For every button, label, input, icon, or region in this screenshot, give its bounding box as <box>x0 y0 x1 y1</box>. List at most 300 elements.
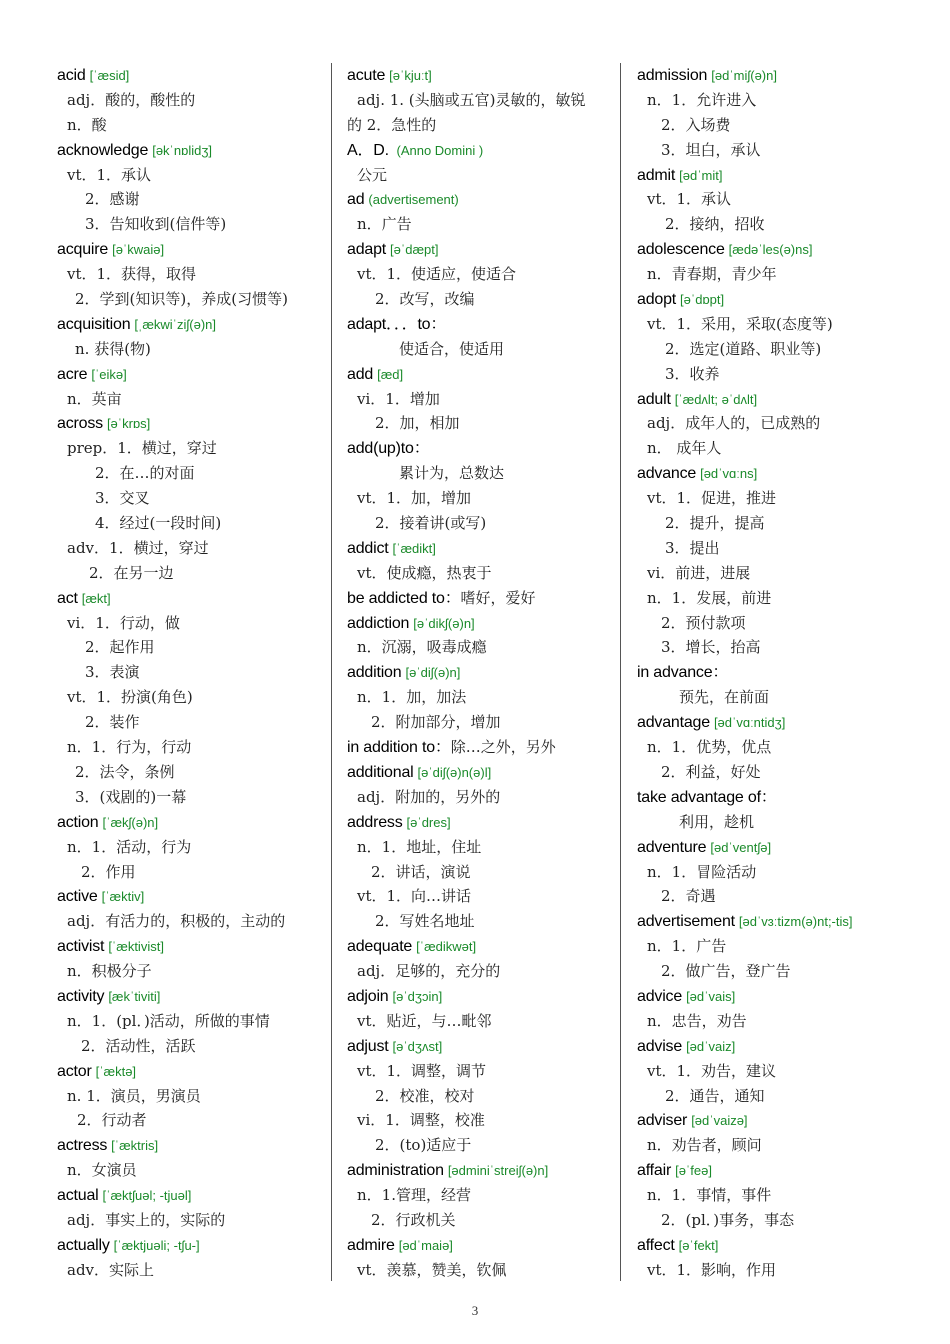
headword: acid <box>57 67 86 84</box>
definition-line <box>57 710 327 735</box>
entry-headword-line <box>347 735 615 760</box>
headword: addict <box>347 539 389 557</box>
headword: acquire <box>57 241 109 259</box>
definition-line <box>637 212 937 237</box>
headword: addition <box>347 664 402 682</box>
definition-text: vt．1．承认 <box>647 190 732 209</box>
entry-headword-line <box>347 536 615 561</box>
definition-line <box>347 461 615 486</box>
definition-line <box>347 1084 615 1109</box>
definition-text: n．1．事情，事件 <box>647 1186 772 1205</box>
definition-text: 使适合，使适用 <box>399 339 505 358</box>
definition-line <box>637 561 937 586</box>
column-2 <box>347 63 615 1283</box>
definition-text: 3．表演 <box>85 663 140 682</box>
definition-text: vt．1．获得，取得 <box>67 265 197 284</box>
definition-line <box>347 387 615 412</box>
definition-line <box>57 113 327 138</box>
definition-text: vi．前进，进展 <box>647 563 751 582</box>
definition-line <box>57 735 327 760</box>
definition-line <box>347 113 615 138</box>
definition-text: vt．1．促进，推进 <box>647 489 777 508</box>
entry-headword-line <box>347 1034 615 1059</box>
headword: in advance： <box>637 664 729 682</box>
definition-text: n．1．加，加法 <box>357 688 467 707</box>
definition-text: 2．作用 <box>81 862 136 881</box>
definition-line <box>347 1183 615 1208</box>
definition-line <box>637 88 937 113</box>
phonetic: [əˈdiʃ(ə)n(ə)l] <box>417 764 492 780</box>
headword: adapt．．．to： <box>347 315 447 333</box>
entry-headword-line <box>347 586 615 611</box>
phonetic: [əˈkrɒs] <box>106 416 151 432</box>
headword: adviser <box>637 1112 688 1130</box>
definition-text: 2．写姓名地址 <box>375 912 475 931</box>
definition-line <box>57 88 327 113</box>
phonetic: [əˈkjuːt] <box>389 68 432 83</box>
definition-text: vi．1．增加 <box>357 389 440 408</box>
headword: actually <box>57 1236 110 1254</box>
phonetic: [ˈædikt] <box>392 540 436 556</box>
definition-text: adj．成年人的，已成熟的 <box>647 414 821 433</box>
entry-headword-line <box>57 934 327 959</box>
phonetic: [ˈæktʃuəl; -tjuəl] <box>102 1188 192 1204</box>
definition-line <box>57 187 327 212</box>
headword: actual <box>57 1187 99 1205</box>
definition-text: vt．使成瘾，热衷于 <box>357 563 492 582</box>
definition-text: 2．感谢 <box>85 190 140 209</box>
definition-line <box>637 436 937 461</box>
definition-text: 3．交叉 <box>95 489 150 508</box>
phonetic: (Anno Domini ) <box>392 142 484 158</box>
phonetic: [ədˈmit] <box>679 167 723 183</box>
headword: adequate <box>347 938 413 956</box>
definition-line <box>347 860 615 885</box>
definition-text: 3．告知收到(信件等) <box>85 215 227 234</box>
headword: be addicted to： <box>347 589 461 607</box>
phonetic: [ˈædikwət] <box>416 939 477 955</box>
column-divider-2 <box>620 63 621 1281</box>
definition-text: vt．1．承认 <box>67 165 152 184</box>
headword: admit <box>637 166 676 184</box>
definition-text: 2．接着讲(或写) <box>375 514 487 533</box>
entry-headword-line <box>637 660 937 685</box>
definition-line <box>57 1084 327 1109</box>
definition-text: 2．讲话，演说 <box>371 862 471 881</box>
definition-text: n. 获得(物) <box>75 339 151 358</box>
definition-line <box>637 1084 937 1109</box>
headword: advertisement <box>637 913 735 931</box>
definition-text: vt．1．扮演(角色) <box>67 688 193 707</box>
definition-line <box>637 1059 937 1084</box>
definition-line <box>57 163 327 188</box>
entry-headword-line <box>637 835 937 860</box>
headword: activist <box>57 938 105 956</box>
entry-headword-line <box>347 934 615 959</box>
definition-text: vt．1．采用，采取(态度等) <box>647 314 833 333</box>
definition-text: adj．事实上的，实际的 <box>67 1210 226 1229</box>
definition-line <box>637 884 937 909</box>
definition-line <box>637 934 937 959</box>
phonetic: [ədˈvaizə] <box>691 1113 748 1129</box>
definition-line <box>57 785 327 810</box>
entry-headword-line <box>637 63 937 88</box>
definition-line <box>347 835 615 860</box>
definition-line <box>347 635 615 660</box>
entry-headword-line <box>637 1108 937 1133</box>
definition-line <box>347 1059 615 1084</box>
definition-text: n．英亩 <box>67 389 122 408</box>
definition-line <box>347 1009 615 1034</box>
definition-line <box>637 810 937 835</box>
definition-line <box>57 611 327 636</box>
definition-text: n．1．冒险活动 <box>647 862 757 881</box>
definition-text: 预先，在前面 <box>679 688 770 707</box>
phonetic: [æd] <box>377 366 404 382</box>
phonetic: [əkˈnɒlidʒ] <box>152 142 213 158</box>
phonetic: [ˈæktə] <box>95 1063 137 1079</box>
definition-line <box>637 735 937 760</box>
definition-text: n．劝告者，顾问 <box>647 1136 762 1155</box>
definition-line <box>57 212 327 237</box>
entry-headword-line <box>347 63 615 88</box>
entry-headword-line <box>57 1183 327 1208</box>
definition-text: adj．有活力的，积极的，主动的 <box>67 912 286 931</box>
entry-headword-line <box>347 436 615 461</box>
definition-text: n．酸 <box>67 115 107 134</box>
headword: affect <box>637 1236 675 1254</box>
headword: advise <box>637 1037 683 1055</box>
entry-headword-line <box>637 1233 937 1258</box>
definition-line <box>347 1133 615 1158</box>
definition-line <box>57 660 327 685</box>
definition-text: 2．加，相加 <box>375 414 460 433</box>
headword: act <box>57 589 78 607</box>
definition-text: 2．行动者 <box>77 1111 147 1130</box>
definition-text: 2．接纳，招收 <box>665 215 765 234</box>
phonetic: [ədˈvaiz] <box>686 1038 736 1054</box>
headword: actress <box>57 1137 108 1155</box>
definition-text: n．沉溺，吸毒成瘾 <box>357 638 487 657</box>
definition-text: adj. 1. (头脑或五官)灵敏的，敏锐 <box>357 90 586 109</box>
definition-line <box>637 860 937 885</box>
entry-headword-line <box>637 387 937 412</box>
definition-line <box>637 312 937 337</box>
definition-line <box>57 1108 327 1133</box>
definition-line <box>57 959 327 984</box>
entry-headword-line <box>347 1233 615 1258</box>
definition-text: vt．贴近，与…毗邻 <box>357 1011 492 1030</box>
definition-line <box>57 536 327 561</box>
definition-text: vi．1．行动，做 <box>67 613 180 632</box>
entry-headword-line <box>57 1133 327 1158</box>
entry-headword-line <box>57 884 327 909</box>
definition-text: 2．奇遇 <box>661 887 716 906</box>
definition-line <box>57 1208 327 1233</box>
definition-inline: 除…之外，另外 <box>450 738 556 757</box>
definition-text: 2．活动性，活跃 <box>81 1036 196 1055</box>
headword: adult <box>637 390 671 408</box>
definition-text: n．忠告，劝告 <box>647 1011 747 1030</box>
headword: admire <box>347 1236 395 1254</box>
definition-text: 2．在…的对面 <box>95 464 195 483</box>
entry-headword-line <box>57 362 327 387</box>
entry-headword-line <box>637 785 937 810</box>
definition-line <box>57 436 327 461</box>
headword: additional <box>347 763 414 781</box>
entry-headword-line <box>347 138 615 163</box>
headword: acquisition <box>57 315 131 333</box>
definition-line <box>57 1034 327 1059</box>
definition-line <box>57 685 327 710</box>
definition-text: vt．1．使适应，使适合 <box>357 265 517 284</box>
headword: affair <box>637 1162 672 1180</box>
definition-text: adv．1．横过，穿过 <box>67 538 209 557</box>
definition-text: vt．1．调整，调节 <box>357 1061 487 1080</box>
entry-headword-line <box>57 312 327 337</box>
definition-text: 2．改写，改编 <box>375 290 475 309</box>
definition-line <box>637 611 937 636</box>
definition-line <box>347 511 615 536</box>
entry-headword-line <box>637 461 937 486</box>
headword: address <box>347 813 403 831</box>
definition-line <box>57 1009 327 1034</box>
entry-headword-line <box>637 1158 937 1183</box>
entry-headword-line <box>57 1233 327 1258</box>
definition-text: 2．做广告，登广告 <box>661 962 791 981</box>
definition-line <box>347 163 615 188</box>
entry-headword-line <box>57 810 327 835</box>
definition-line <box>57 835 327 860</box>
definition-line <box>57 486 327 511</box>
entry-headword-line <box>637 163 937 188</box>
definition-line <box>637 113 937 138</box>
entry-headword-line <box>637 287 937 312</box>
entry-headword-line <box>57 411 327 436</box>
headword: add <box>347 365 374 383</box>
phonetic: [ˈæktjuəli; -tʃu-] <box>113 1237 200 1253</box>
headword: adopt <box>637 291 677 309</box>
phonetic: [ədˈventʃə] <box>710 839 772 855</box>
phonetic: [ədˈmiʃ(ə)n] <box>711 68 777 83</box>
definition-line <box>347 884 615 909</box>
phonetic: [ədminiˈstreiʃ(ə)n] <box>447 1163 549 1179</box>
definition-text: 2．行政机关 <box>371 1210 456 1229</box>
definition-text: n．积极分子 <box>67 962 152 981</box>
definition-line <box>57 909 327 934</box>
headword: advice <box>637 987 683 1005</box>
definition-text: n．1．行为，行动 <box>67 738 192 757</box>
entry-headword-line <box>57 1059 327 1084</box>
definition-line <box>57 1158 327 1183</box>
phonetic: [ədˈmaiə] <box>398 1237 453 1253</box>
definition-text: 利用，趁机 <box>679 812 755 831</box>
entry-headword-line <box>347 362 615 387</box>
definition-text: 的 2．急性的 <box>347 115 437 134</box>
definition-line <box>637 1258 937 1283</box>
column-1 <box>57 63 327 1283</box>
definition-text: 3．增长，抬高 <box>661 638 761 657</box>
entry-headword-line <box>347 187 615 212</box>
definition-line <box>637 187 937 212</box>
phonetic: [ədˈvɜːtizm(ə)nt;-tis] <box>738 914 853 930</box>
headword: activity <box>57 987 105 1005</box>
definition-line <box>637 635 937 660</box>
headword: adapt <box>347 241 387 259</box>
definition-line <box>347 959 615 984</box>
definition-line <box>57 337 327 362</box>
definition-line <box>637 760 937 785</box>
definition-line <box>637 1208 937 1233</box>
entry-headword-line <box>57 237 327 262</box>
definition-text: n. 1．演员，男演员 <box>67 1086 201 1105</box>
definition-text: adj．足够的，充分的 <box>357 962 501 981</box>
definition-text: 2．在另一边 <box>89 563 174 582</box>
phonetic: [ˈeikə] <box>91 366 127 382</box>
entry-headword-line <box>637 237 937 262</box>
headword: ad <box>347 191 365 209</box>
definition-line <box>57 760 327 785</box>
definition-text: 2．法令，条例 <box>75 762 175 781</box>
definition-text: n．1．活动，行为 <box>67 837 192 856</box>
headword: acknowledge <box>57 141 149 159</box>
headword: adjust <box>347 1037 389 1055</box>
phonetic: [ˈæktris] <box>111 1138 159 1154</box>
phonetic: [əˈdɒpt] <box>680 292 725 308</box>
definition-text: 3．收养 <box>665 364 720 383</box>
entry-headword-line <box>57 63 327 88</box>
definition-line <box>57 860 327 885</box>
definition-line <box>637 411 937 436</box>
definition-text: n．1．地址，住址 <box>357 837 482 856</box>
entry-headword-line <box>347 760 615 785</box>
headword: across <box>57 415 103 433</box>
definition-text: vt．1．影响，作用 <box>647 1260 777 1279</box>
definition-line <box>57 262 327 287</box>
phonetic: [ˈækʃ(ə)n] <box>102 814 159 830</box>
phonetic: [ˈædʌlt; əˈdʌlt] <box>674 391 758 407</box>
phonetic: [ædəˈles(ə)ns] <box>728 242 813 258</box>
definition-line <box>57 461 327 486</box>
phonetic: [ˈæktivist] <box>108 939 164 955</box>
entry-headword-line <box>347 984 615 1009</box>
definition-line <box>637 511 937 536</box>
definition-text: adv．实际上 <box>67 1260 155 1279</box>
definition-line <box>57 1258 327 1283</box>
entry-headword-line <box>57 138 327 163</box>
phonetic: [ədˈvais] <box>686 988 736 1004</box>
headword: acre <box>57 365 88 383</box>
definition-line <box>637 262 937 287</box>
definition-line <box>347 337 615 362</box>
definition-line <box>637 959 937 984</box>
definition-line <box>347 710 615 735</box>
definition-line <box>347 411 615 436</box>
definition-text: n．1．(pl．)活动，所做的事情 <box>67 1011 270 1030</box>
phonetic: [əˈdiʃ(ə)n] <box>405 665 461 681</box>
definition-line <box>637 337 937 362</box>
headword: take advantage of： <box>637 788 777 806</box>
definition-line <box>347 287 615 312</box>
definition-line <box>347 262 615 287</box>
headword: adolescence <box>637 241 725 259</box>
definition-text: 累计为，总数达 <box>399 464 505 483</box>
column-divider-1 <box>331 63 332 1281</box>
definition-line <box>637 1183 937 1208</box>
phonetic: [ˈæktiv] <box>101 889 145 905</box>
entry-headword-line <box>57 586 327 611</box>
headword: adjoin <box>347 987 389 1005</box>
definition-text: 2．提升，提高 <box>665 514 765 533</box>
entry-headword-line <box>637 1034 937 1059</box>
definition-text: adj．附加的，另外的 <box>357 787 501 806</box>
definition-inline: 嗜好，爱好 <box>460 588 536 607</box>
headword: administration <box>347 1162 444 1180</box>
phonetic: [əˈdʒʌst] <box>392 1038 443 1054</box>
definition-text: vt．1．向…讲话 <box>357 887 472 906</box>
definition-line <box>637 138 937 163</box>
definition-line <box>57 635 327 660</box>
definition-text: n．1．优势，优点 <box>647 738 772 757</box>
headword: advantage <box>637 714 710 732</box>
definition-text: 2．起作用 <box>85 638 155 657</box>
phonetic: (advertisement) <box>368 192 459 208</box>
column-3 <box>637 63 937 1283</box>
definition-text: n．女演员 <box>67 1161 137 1180</box>
definition-text: 2．通告，通知 <box>665 1086 765 1105</box>
headword: in addition to： <box>347 739 451 757</box>
definition-text: 3．坦白，承认 <box>661 140 761 159</box>
definition-line <box>637 362 937 387</box>
headword: adventure <box>637 838 707 856</box>
phonetic: [əˈfekt] <box>678 1237 719 1253</box>
definition-text: 2．入场费 <box>661 115 731 134</box>
definition-text: vt．羡慕，赞美，钦佩 <box>357 1260 507 1279</box>
definition-text: n．广告 <box>357 215 412 234</box>
definition-text: n．1．广告 <box>647 937 727 956</box>
definition-line <box>637 1133 937 1158</box>
definition-text: 2．附加部分，增加 <box>371 713 501 732</box>
definition-text: n．1．允许进入 <box>647 90 757 109</box>
definition-line <box>347 561 615 586</box>
definition-text: vt．1．劝告，建议 <box>647 1061 777 1080</box>
definition-line <box>637 536 937 561</box>
definition-line <box>347 212 615 237</box>
phonetic: [ækˈtiviti] <box>108 988 161 1004</box>
phonetic: [ækt] <box>81 590 111 606</box>
definition-text: 2．预付款项 <box>661 613 746 632</box>
entry-headword-line <box>637 710 937 735</box>
definition-line <box>637 486 937 511</box>
headword: acute <box>347 67 386 84</box>
phonetic: [əˈdæpt] <box>390 242 439 258</box>
entry-headword-line <box>57 984 327 1009</box>
definition-line <box>57 561 327 586</box>
definition-text: vi．1．调整，校准 <box>357 1111 485 1130</box>
entry-headword-line <box>347 312 615 337</box>
definition-line <box>347 1108 615 1133</box>
definition-line <box>57 511 327 536</box>
entry-headword-line <box>637 909 937 934</box>
phonetic: [ˌækwiˈziʃ(ə)n] <box>134 316 217 332</box>
definition-line <box>347 1208 615 1233</box>
definition-text: 公元 <box>357 165 388 184</box>
entry-headword-line <box>347 237 615 262</box>
definition-text: 2．(to)适应于 <box>375 1136 472 1155</box>
phonetic: [əˈfeə] <box>675 1163 712 1179</box>
definition-line <box>637 1009 937 1034</box>
phonetic: [ədˈvɑːns] <box>700 466 758 482</box>
